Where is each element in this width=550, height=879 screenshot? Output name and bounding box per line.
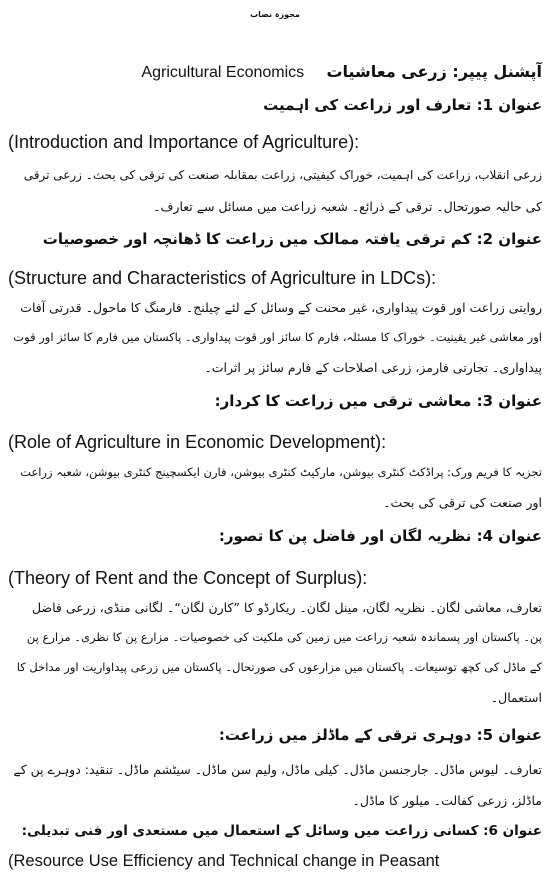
topic-3-heading: عنوان 3: معاشی ترقی میں زراعت کا کردار: [214,392,542,410]
topic-4-body-line-2: پن۔ پاکستان اور پسماندہ شعبہ زراعت میں زمین کی ملکیت کی خصوصیات۔ مزارع پن کا نظری۔ مزارع پن [26,630,542,644]
topic-4-body-line-4: استعمال۔ [490,690,542,705]
topic-6-heading: عنوان 6: کسانی زراعت میں وسائل کے استعمال میں مستعدی اور فنی تبدیلی: [21,823,542,839]
topic-4-body-line-1: تعارف، معاشی لگان۔ نظریہ لگان، مینل لگان۔ ریکارڈو کا ”کارن لگان“۔ لگانی منڈی، زرعی فاضل [32,600,542,615]
topic-2-body-line-1: روایتی زراعت اور قوت پیداواری، غیر محنت کے وسائل کے لئے چیلنج۔ فارمنگ کا ماحول۔ قدرتی آفات [20,300,542,315]
topic-2-english: (Structure and Characteristics of Agriculture in LDCs): [8,268,437,288]
topic-4-heading: عنوان 4: نظریہ لگان اور فاضل پن کا تصور: [218,527,542,545]
paper-title-urdu: آپشنل پیپر: زرعی معاشیات [326,62,542,81]
topic-6-english: (Resource Use Efficiency and Technical change in Peasant [8,852,440,870]
topic-4-body-line-3: کے ماڈل کی کچھ توسیعات۔ پاکستان میں مزارعوں کی صورتحال۔ پاکستان میں زرعی پیداواریت اور مداخل کا [16,660,542,674]
topic-3-body-line-1: تجزیہ کا فریم ورک: پراڈکٹ کنٹری بیوشن، مارکیٹ کنٹری بیوشن، فارن ایکسچینج کنٹری بیوشن، شعبہ زراعت [20,465,542,479]
topic-1-english: (Introduction and Importance of Agriculture): [8,132,360,152]
topic-2-heading: عنوان 2: کم ترقی یافتہ ممالک میں زراعت کا ڈھانچہ اور خصوصیات [42,230,542,248]
topic-5-body-line-2: ماڈلز، زرعی کفالت۔ میلور کا ماڈل۔ [352,793,542,808]
topic-2-body-line-2: اور معاشی غیر یقینیت۔ خوراک کا مسئلہ، فارم کا سائز اور قوت پیداواری۔ پاکستان میں فارم کا سائز اور قوت [13,330,542,344]
paper-title [141,62,542,82]
topic-3-english: (Role of Agriculture in Economic Development): [8,432,387,452]
topic-2-body-line-3: پیداواری۔ تجارتی فارمز، زرعی اصلاحات کے فارم سائز پر اثرات۔ [204,360,542,375]
topic-1-body-line-1: زرعی انقلاب، زراعت کی اہمیت، خوراک کیفیتی، زراعت بمقابلہ صنعت کی ترقی کی بحث۔ زرعی ترقی [23,168,542,182]
topic-3-body-line-2: اور صنعت کی ترقی کی بحث۔ [383,495,542,510]
topic-4-english: (Theory of Rent and the Concept of Surplus): [8,568,368,588]
topic-5-heading: عنوان 5: دوہری ترقی کے ماڈلز میں زراعت: [218,726,542,744]
topic-1-heading: عنوان 1: تعارف اور زراعت کی اہمیت [263,96,542,114]
topic-1-body-line-2: کی حالیہ صورتحال۔ ترقی کے ذرائع۔ شعبہ زراعت میں مسائل سے تعارف۔ [153,199,542,214]
topic-5-body-line-1: تعارف۔ لیوس ماڈل۔ جارجنسن ماڈل۔ کیلی ماڈل، ولیم سن ماڈل۔ سیٹشم ماڈل۔ تنقید: دوہرے پن کے [13,762,542,777]
paper-title-english: Agricultural Economics [141,64,305,81]
page-title: مجوزہ نصاب [250,10,300,19]
